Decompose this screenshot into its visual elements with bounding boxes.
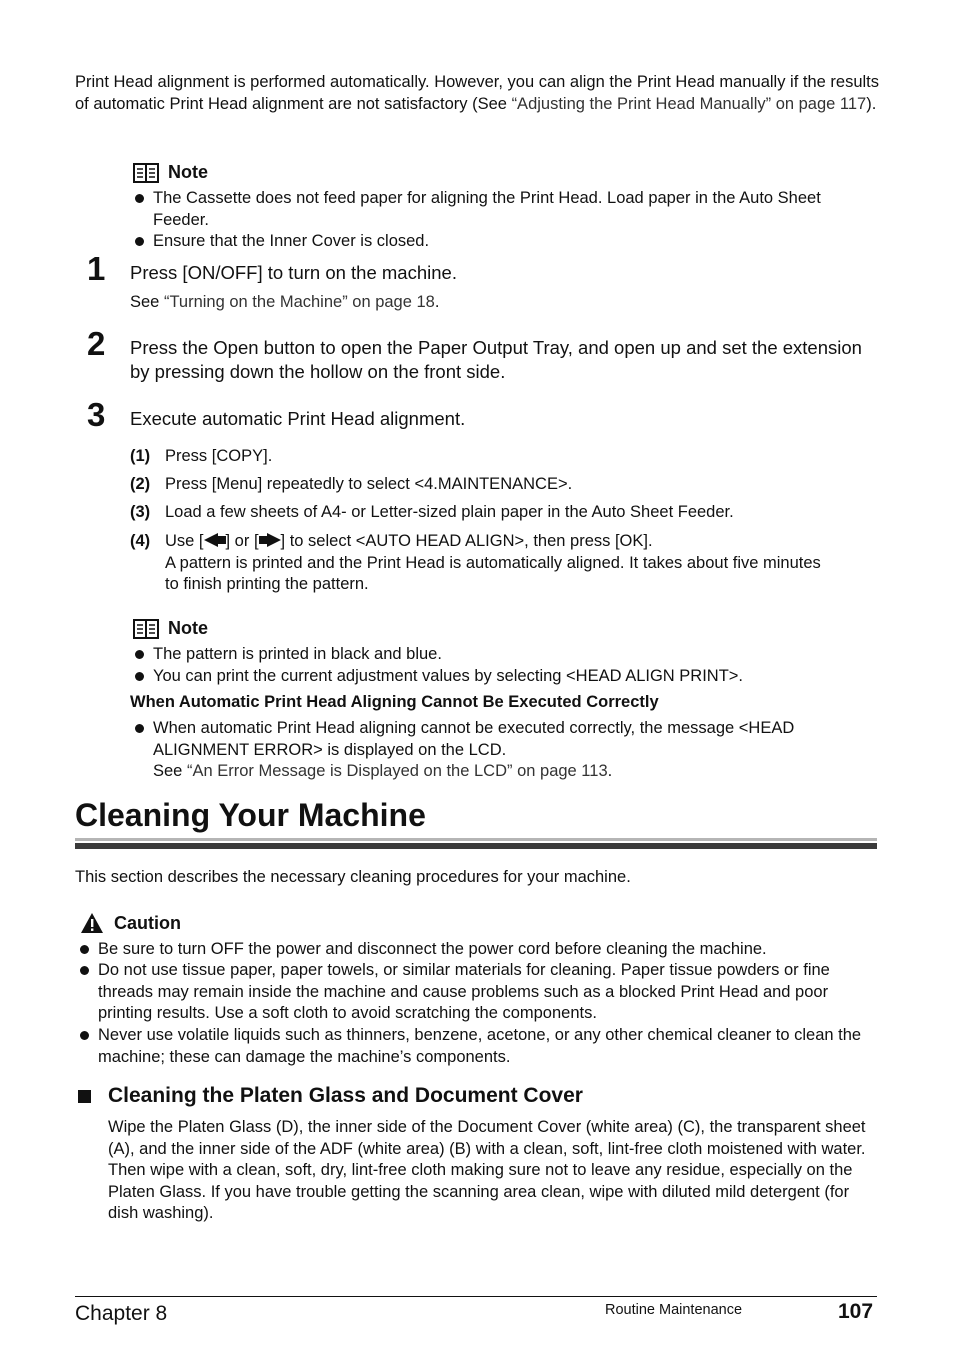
subsection-heading [78,1084,583,1108]
step-number: 1 [87,250,106,287]
step-number: 2 [87,325,106,362]
bullet-icon [80,945,89,954]
page-number: 107 [838,1300,874,1323]
caution-item: Be sure to turn OFF the power and disconnect the power cord before cleaning the machine. [78,939,878,961]
right-arrow-icon [259,533,281,547]
step-see: See “Turning on the Machine” on page 18. [130,293,440,311]
book-icon [133,619,159,639]
footer-rule [75,1296,877,1297]
bullet-icon [135,237,144,246]
caution-heading [80,912,181,934]
substep: (4) Use [ ] or [ ] to select <AUTO HEAD ALIGN>, then press [OK]. A pattern is printed and the Print Head is automatically aligned. It takes about five minutes to finish printing the pattern. [130,531,850,596]
intro-paragraph: Print Head alignment is performed automatically. However, you can align the Print Head manually if the results of automatic Print Head alignment are not satisfactory (See “Adjusting the Print Head Manually” on page 117). [75,73,880,113]
note-item: You can print the current adjustment values by selecting <HEAD ALIGN PRINT>. [133,666,853,688]
subsection-body: Wipe the Platen Glass (D), the inner side of the Document Cover (white area) (C), the transparent sheet (A), and the inner side of the ADF (white area) (B) with a clean, soft, lint-free cloth moistened with water. Then wipe with a clean, soft, dry, lint-free cloth making sure not to leave any residue, especially on the Platen Glass. If you have trouble getting the scanning area clean, wipe with diluted mild detergent (for dish washing). [108,1118,866,1222]
section-title: Cleaning Your Machine [75,797,426,833]
substep-detail: A pattern is printed and the Print Head is automatically aligned. It takes about five minutes to finish printing the pattern. [165,553,821,593]
section-intro: This section describes the necessary cleaning procedures for your machine. [75,868,631,886]
square-bullet-icon [78,1090,91,1103]
bullet-icon [80,1031,89,1040]
footer-section: Routine Maintenance [605,1302,743,1318]
note-subheading: When Automatic Print Head Aligning Cannot Be Executed Correctly [130,693,659,711]
bullet-icon [135,724,144,733]
note-title: Note [168,162,208,182]
warning-icon [80,912,104,934]
note-heading [133,162,208,183]
section-divider-light [75,838,877,841]
footer-chapter: Chapter 8 [75,1302,168,1325]
error-cross-reference[interactable]: “An Error Message is Displayed on the LCD” on page 113 [186,762,608,780]
step-text: Press the Open button to open the Paper Output Tray, and open up and set the extension by pressing down the hollow on the front side. [130,337,862,382]
bullet-icon [80,966,89,975]
note-item: When automatic Print Head aligning cannot be executed correctly, the message <HEAD ALIGNMENT ERROR> is displayed on the LCD. See “An Error Message is Displayed on the LCD” on page 113. [133,718,863,783]
step-cross-reference[interactable]: “Turning on the Machine” on page 18 [163,293,435,311]
caution-title: Caution [114,912,181,933]
step-number: 3 [87,396,106,433]
book-icon [133,163,159,183]
substep: (1) Press [COPY]. [130,447,273,465]
step-text: Press [ON/OFF] to turn on the machine. [130,262,457,283]
note-item: Ensure that the Inner Cover is closed. [133,231,853,253]
step-text: Execute automatic Print Head alignment. [130,408,466,429]
bullet-icon [135,194,144,203]
bullet-icon [135,650,144,659]
caution-item: Never use volatile liquids such as thinners, benzene, acetone, or any other chemical cleaner to clean the machine; these can damage the machine’s components. [78,1025,878,1068]
note-heading [133,618,208,639]
caution-item: Do not use tissue paper, paper towels, or similar materials for cleaning. Paper tissue powders or fine threads may remain inside the machine and cause problems such as a blocked Print Head and poor printing results. Use a soft cloth to avoid scratching the components. [78,960,878,1025]
intro-cross-reference[interactable]: “Adjusting the Print Head Manually” on page 117 [511,94,867,113]
substep: (2) Press [Menu] repeatedly to select <4.MAINTENANCE>. [130,475,573,493]
substep: (3) Load a few sheets of A4- or Letter-sized plain paper in the Auto Sheet Feeder. [130,503,734,521]
note-item: The pattern is printed in black and blue. [133,644,853,666]
bullet-icon [135,672,144,681]
left-arrow-icon [204,533,226,547]
note-item: The Cassette does not feed paper for aligning the Print Head. Load paper in the Auto Sheet Feeder. [133,188,853,231]
note-title: Note [168,618,208,638]
subsection-title: Cleaning the Platen Glass and Document Cover [108,1084,583,1107]
section-divider [75,843,877,849]
